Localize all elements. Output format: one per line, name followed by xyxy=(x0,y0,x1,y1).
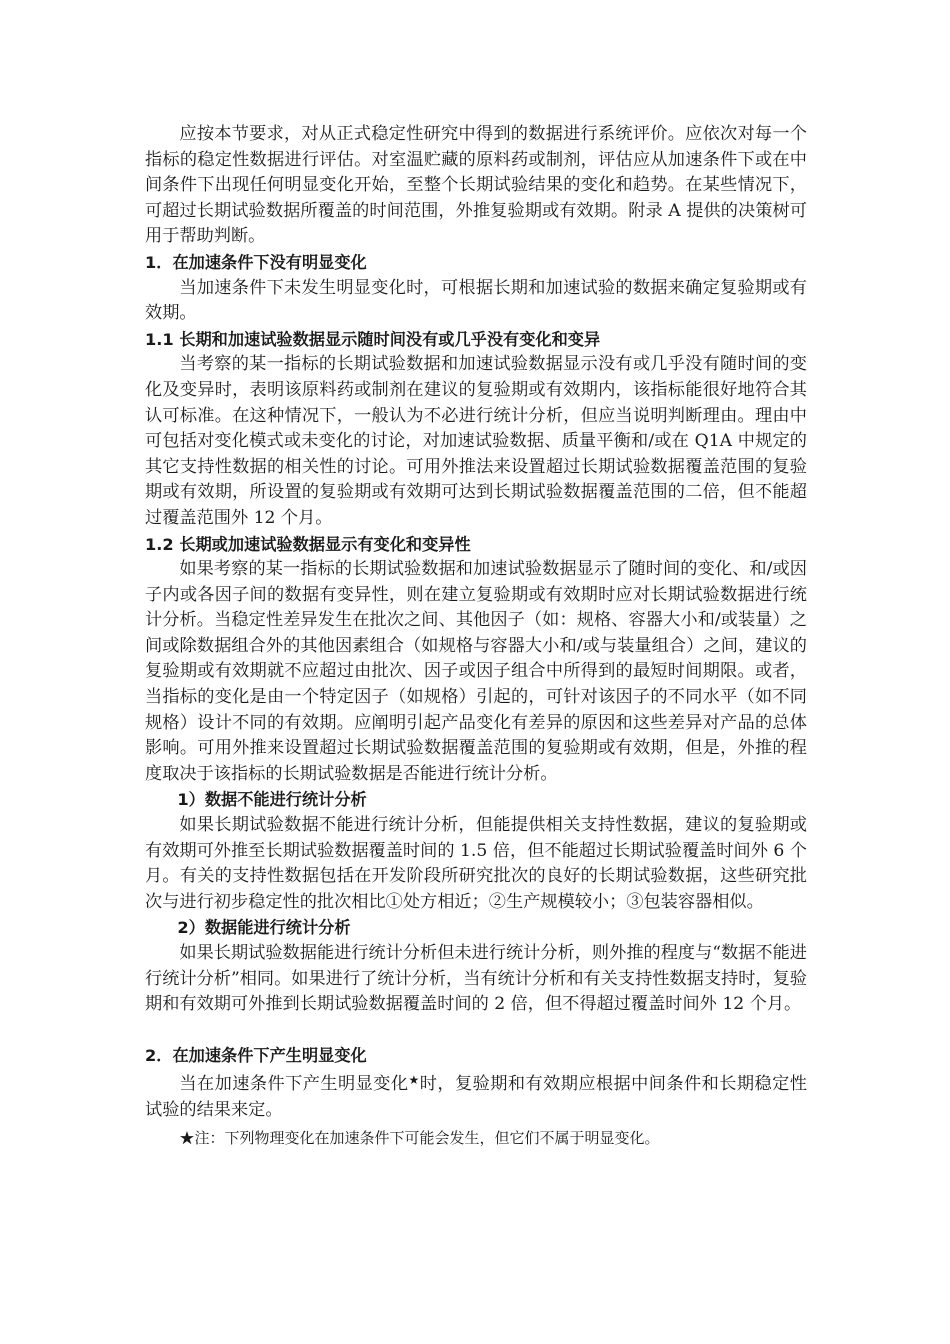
intro-paragraph: 应按本节要求，对从正式稳定性研究中得到的数据进行系统评价。应依次对每一个指标的稳定性数据进行评估。对室温贮藏的原料药或制剂，评估应从加速条件下或在中间条件下出现任何明显变化开始，至整个长期试验结果的变化和趋势。在某些情况下，可超过长期试验数据所覆盖的时间范围，外推复验期或有效期。附录 A 提供的决策树可用于帮助判断。 xyxy=(145,124,807,247)
section-2-text-before: 当在加速条件下产生明显变化 xyxy=(179,1074,409,1095)
section-2-paragraph xyxy=(145,1068,807,1123)
section-1-2-heading: 1.2 长期或加速试验数据显示有变化和变异性 xyxy=(145,534,471,554)
section-1-1-heading: 1.1 长期和加速试验数据显示随时间没有或几乎没有变化和变异 xyxy=(145,329,601,349)
section-2-heading: 2．在加速条件下产生明显变化 xyxy=(145,1045,367,1065)
section-1-2-paragraph: 如果考察的某一指标的长期试验数据和加速试验数据显示了随时间的变化、和/或因子内或各因子间的数据有变异性，则在建立复验期或有效期时应对长期试验数据进行统计分析。当稳定性差异发生在批次之间、其他因子（如：规格、容器大小和/或装量）之间或除数据组合外的其他因素组合（如规格与容器大小和/或与装量组合）之间，建议的复验期或有效期就不应超过由批次、因子或因子组合中所得到的最短时间期限。或者，当指标的变化是由一个特定因子（如规格）引起的，可针对该因子的不同水平（如不同规格）设计不同的有效期。应阐明引起产品变化有差异的原因和这些差异对产品的总体影响。可用外推来设置超过长期试验数据覆盖范围的复验期或有效期，但是，外推的程度取决于该指标的长期试验数据是否能进行统计分析。 xyxy=(145,559,807,784)
subsection-2-heading: 2）数据能进行统计分析 xyxy=(177,918,351,938)
footnote: ★注：下列物理变化在加速条件下可能会发生，但它们不属于明显变化。 xyxy=(179,1128,660,1147)
subsection-1-heading: 1）数据不能进行统计分析 xyxy=(177,790,367,810)
subsection-1-paragraph: 如果长期试验数据不能进行统计分析，但能提供相关支持性数据，建议的复验期或有效期可外推至长期试验数据覆盖时间的 1.5 倍，但不能超过长期试验覆盖时间外 6 个月。有关的支持性数据包括在开发阶段所研究批次的良好的长期试验数据，这些研究批次与进行初步稳定性的批次相比①处方相近；②生产规模较小；③包装容器相似。 xyxy=(145,815,807,912)
section-2-text-after: 时，复验期和有效期应根据中间条件和长期稳定性试验的结果来定。 xyxy=(145,1074,807,1120)
document-page xyxy=(145,122,807,1151)
subsection-2-paragraph: 如果长期试验数据能进行统计分析但未进行统计分析，则外推的程度与“数据不能进行统计分析”相同。如果进行了统计分析，当有统计分析和有关支持性数据支持时，复验期和有效期可外推到长期试验数据覆盖时间的 2 倍，但不得超过覆盖时间外 12 个月。 xyxy=(145,943,807,1015)
section-1-1-paragraph: 当考察的某一指标的长期试验数据和加速试验数据显示没有或几乎没有随时间的变化及变异时，表明该原料药或制剂在建议的复验期或有效期内，该指标能很好地符合其认可标准。在这种情况下，一般认为不必进行统计分析，但应当说明判断理由。理由中可包括对变化模式或未变化的讨论，对加速试验数据、质量平衡和/或在 Q1A 中规定的其它支持性数据的相关性的讨论。可用外推法来设置超过长期试验数据覆盖范围的复验期或有效期，所设置的复验期或有效期可达到长期试验数据覆盖范围的二倍，但不能超过覆盖范围外 12 个月。 xyxy=(145,354,807,528)
section-spacer xyxy=(145,1018,807,1043)
section-1-heading: 1．在加速条件下没有明显变化 xyxy=(145,252,367,272)
star-marker: ★ xyxy=(408,1073,420,1088)
section-1-paragraph: 当加速条件下未发生明显变化时，可根据长期和加速试验的数据来确定复验期或有效期。 xyxy=(145,277,807,324)
